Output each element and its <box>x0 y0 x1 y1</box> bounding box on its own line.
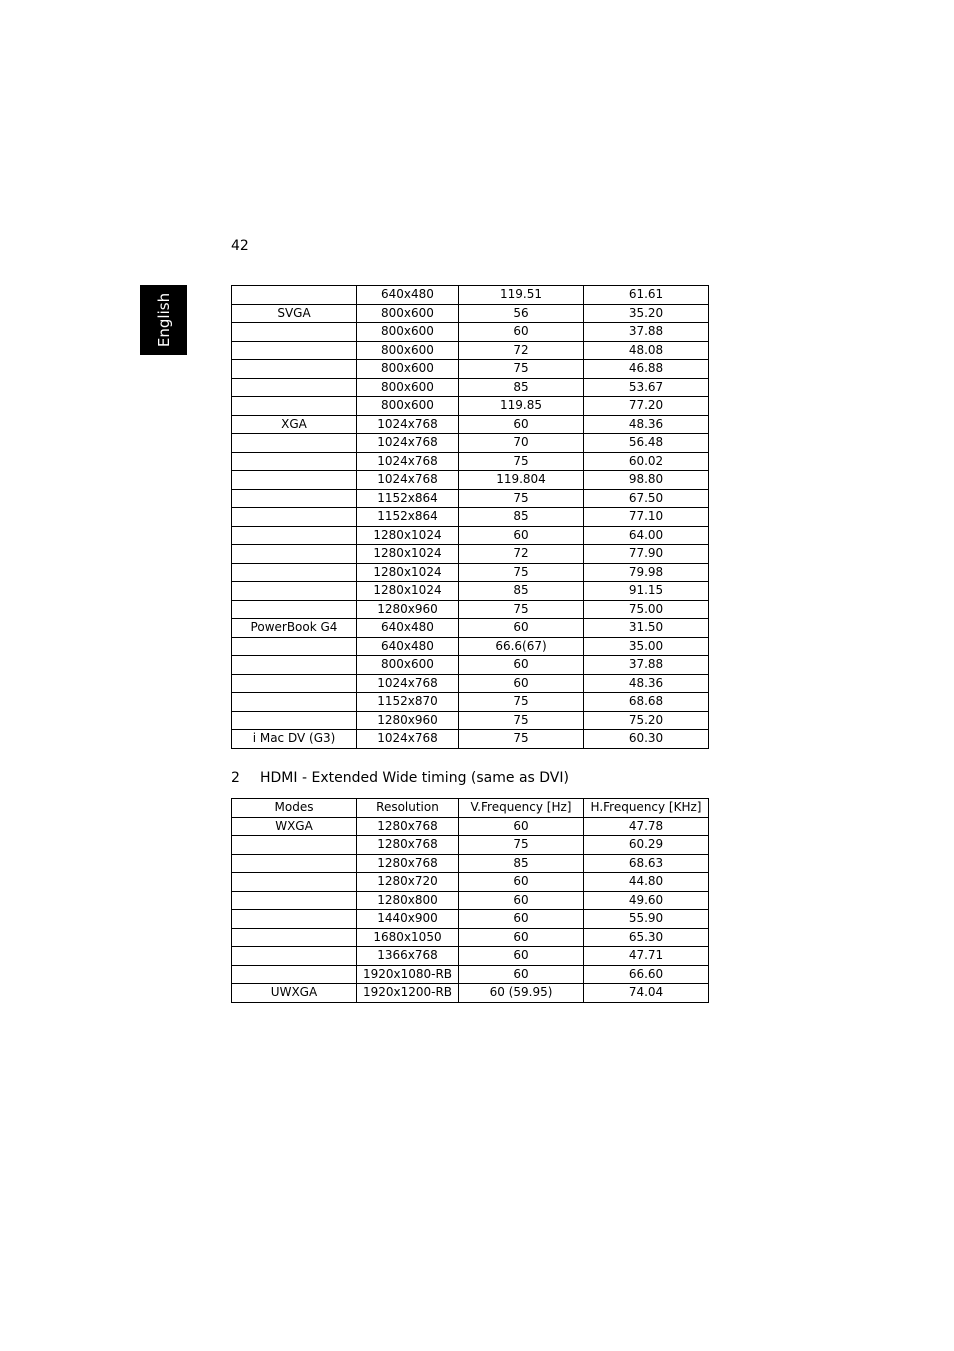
table-row <box>232 619 709 638</box>
cell-mode <box>232 526 357 545</box>
cell-resolution: 1366x768 <box>357 947 459 966</box>
table-row <box>232 286 709 305</box>
language-tab <box>140 285 187 355</box>
cell-v-frequency: 60 <box>459 873 584 892</box>
cell-h-frequency: 55.90 <box>584 910 709 929</box>
table-row <box>232 434 709 453</box>
cell-h-frequency: 48.36 <box>584 415 709 434</box>
cell-h-frequency: 60.29 <box>584 836 709 855</box>
cell-mode <box>232 378 357 397</box>
cell-v-frequency: 75 <box>459 693 584 712</box>
language-tab-label: English <box>154 292 173 348</box>
page-number: 42 <box>231 238 249 254</box>
cell-mode <box>232 854 357 873</box>
cell-h-frequency: 75.00 <box>584 600 709 619</box>
section-title: HDMI - Extended Wide timing (same as DVI) <box>260 770 569 786</box>
cell-resolution: 1024x768 <box>357 674 459 693</box>
cell-h-frequency: 98.80 <box>584 471 709 490</box>
cell-mode <box>232 656 357 675</box>
hdmi-wide-timing-table <box>231 798 709 1003</box>
cell-mode <box>232 910 357 929</box>
cell-resolution: 1280x720 <box>357 873 459 892</box>
table-row <box>232 730 709 749</box>
header-h-frequency: H.Frequency [KHz] <box>584 799 709 818</box>
cell-mode: XGA <box>232 415 357 434</box>
cell-mode: UWXGA <box>232 984 357 1003</box>
cell-h-frequency: 65.30 <box>584 928 709 947</box>
cell-resolution: 1152x870 <box>357 693 459 712</box>
cell-h-frequency: 47.71 <box>584 947 709 966</box>
table-row <box>232 928 709 947</box>
cell-v-frequency: 60 <box>459 656 584 675</box>
table-row <box>232 711 709 730</box>
cell-resolution: 1280x960 <box>357 711 459 730</box>
cell-resolution: 800x600 <box>357 341 459 360</box>
table-row <box>232 378 709 397</box>
cell-resolution: 800x600 <box>357 304 459 323</box>
table-row <box>232 693 709 712</box>
cell-resolution: 1920x1200-RB <box>357 984 459 1003</box>
table-row <box>232 452 709 471</box>
cell-h-frequency: 48.36 <box>584 674 709 693</box>
table-row <box>232 471 709 490</box>
cell-h-frequency: 37.88 <box>584 656 709 675</box>
cell-resolution: 1024x768 <box>357 434 459 453</box>
cell-v-frequency: 75 <box>459 730 584 749</box>
cell-h-frequency: 56.48 <box>584 434 709 453</box>
cell-v-frequency: 72 <box>459 545 584 564</box>
table-row <box>232 656 709 675</box>
cell-v-frequency: 85 <box>459 378 584 397</box>
cell-mode <box>232 286 357 305</box>
cell-v-frequency: 75 <box>459 360 584 379</box>
cell-h-frequency: 77.90 <box>584 545 709 564</box>
cell-resolution: 1280x960 <box>357 600 459 619</box>
cell-resolution: 1280x768 <box>357 836 459 855</box>
cell-mode <box>232 891 357 910</box>
cell-h-frequency: 47.78 <box>584 817 709 836</box>
cell-v-frequency: 119.804 <box>459 471 584 490</box>
cell-v-frequency: 72 <box>459 341 584 360</box>
cell-resolution: 1440x900 <box>357 910 459 929</box>
cell-resolution: 1280x1024 <box>357 545 459 564</box>
cell-v-frequency: 75 <box>459 489 584 508</box>
cell-h-frequency: 48.08 <box>584 341 709 360</box>
cell-h-frequency: 61.61 <box>584 286 709 305</box>
cell-resolution: 800x600 <box>357 323 459 342</box>
cell-v-frequency: 75 <box>459 452 584 471</box>
cell-mode: WXGA <box>232 817 357 836</box>
cell-resolution: 1680x1050 <box>357 928 459 947</box>
section-number: 2 <box>231 770 240 786</box>
cell-mode <box>232 323 357 342</box>
cell-v-frequency: 60 <box>459 947 584 966</box>
cell-mode <box>232 693 357 712</box>
section-heading <box>231 769 569 787</box>
cell-resolution: 640x480 <box>357 286 459 305</box>
cell-v-frequency: 60 <box>459 526 584 545</box>
table-row <box>232 984 709 1003</box>
cell-resolution: 1152x864 <box>357 489 459 508</box>
cell-resolution: 1280x768 <box>357 854 459 873</box>
table-row <box>232 836 709 855</box>
table-row <box>232 891 709 910</box>
cell-mode <box>232 637 357 656</box>
cell-h-frequency: 60.02 <box>584 452 709 471</box>
cell-v-frequency: 75 <box>459 600 584 619</box>
cell-h-frequency: 31.50 <box>584 619 709 638</box>
table-row <box>232 526 709 545</box>
cell-h-frequency: 53.67 <box>584 378 709 397</box>
cell-v-frequency: 119.85 <box>459 397 584 416</box>
cell-h-frequency: 49.60 <box>584 891 709 910</box>
cell-mode <box>232 582 357 601</box>
cell-v-frequency: 75 <box>459 711 584 730</box>
table-row <box>232 965 709 984</box>
cell-resolution: 1024x768 <box>357 452 459 471</box>
cell-mode: PowerBook G4 <box>232 619 357 638</box>
cell-v-frequency: 56 <box>459 304 584 323</box>
table-row <box>232 323 709 342</box>
cell-mode <box>232 434 357 453</box>
cell-h-frequency: 67.50 <box>584 489 709 508</box>
cell-h-frequency: 35.00 <box>584 637 709 656</box>
table-row <box>232 600 709 619</box>
table-row <box>232 873 709 892</box>
cell-resolution: 1280x1024 <box>357 563 459 582</box>
cell-v-frequency: 60 <box>459 910 584 929</box>
cell-mode <box>232 341 357 360</box>
cell-h-frequency: 37.88 <box>584 323 709 342</box>
cell-resolution: 800x600 <box>357 656 459 675</box>
cell-v-frequency: 60 <box>459 965 584 984</box>
timing-table-continued <box>231 285 709 749</box>
cell-v-frequency: 85 <box>459 508 584 527</box>
cell-h-frequency: 74.04 <box>584 984 709 1003</box>
table-row <box>232 304 709 323</box>
cell-h-frequency: 75.20 <box>584 711 709 730</box>
cell-mode <box>232 965 357 984</box>
cell-v-frequency: 66.6(67) <box>459 637 584 656</box>
header-v-frequency: V.Frequency [Hz] <box>459 799 584 818</box>
cell-resolution: 1280x1024 <box>357 526 459 545</box>
table-row <box>232 854 709 873</box>
cell-resolution: 1024x768 <box>357 471 459 490</box>
cell-resolution: 800x600 <box>357 378 459 397</box>
cell-v-frequency: 60 <box>459 323 584 342</box>
cell-mode <box>232 600 357 619</box>
table-row <box>232 910 709 929</box>
cell-v-frequency: 85 <box>459 582 584 601</box>
cell-v-frequency: 60 <box>459 415 584 434</box>
cell-h-frequency: 46.88 <box>584 360 709 379</box>
table-row <box>232 360 709 379</box>
cell-v-frequency: 85 <box>459 854 584 873</box>
cell-resolution: 1280x768 <box>357 817 459 836</box>
cell-h-frequency: 68.68 <box>584 693 709 712</box>
table-row <box>232 545 709 564</box>
cell-mode <box>232 947 357 966</box>
table-row <box>232 341 709 360</box>
table-row <box>232 947 709 966</box>
cell-h-frequency: 35.20 <box>584 304 709 323</box>
table-row <box>232 415 709 434</box>
cell-h-frequency: 64.00 <box>584 526 709 545</box>
cell-v-frequency: 60 <box>459 891 584 910</box>
cell-h-frequency: 77.10 <box>584 508 709 527</box>
cell-v-frequency: 60 <box>459 817 584 836</box>
table-row <box>232 817 709 836</box>
cell-mode <box>232 711 357 730</box>
header-resolution: Resolution <box>357 799 459 818</box>
header-modes: Modes <box>232 799 357 818</box>
table-row <box>232 582 709 601</box>
cell-resolution: 1920x1080-RB <box>357 965 459 984</box>
cell-resolution: 1024x768 <box>357 730 459 749</box>
cell-resolution: 1280x800 <box>357 891 459 910</box>
cell-mode <box>232 674 357 693</box>
timing-table-body <box>232 286 709 749</box>
cell-mode <box>232 471 357 490</box>
cell-h-frequency: 79.98 <box>584 563 709 582</box>
cell-h-frequency: 77.20 <box>584 397 709 416</box>
cell-mode <box>232 873 357 892</box>
cell-h-frequency: 68.63 <box>584 854 709 873</box>
cell-v-frequency: 60 <box>459 674 584 693</box>
cell-v-frequency: 119.51 <box>459 286 584 305</box>
cell-v-frequency: 60 <box>459 928 584 947</box>
cell-h-frequency: 44.80 <box>584 873 709 892</box>
table-header-row <box>232 799 709 818</box>
cell-resolution: 640x480 <box>357 637 459 656</box>
table-row <box>232 489 709 508</box>
table-row <box>232 674 709 693</box>
cell-resolution: 1024x768 <box>357 415 459 434</box>
cell-resolution: 800x600 <box>357 360 459 379</box>
cell-v-frequency: 70 <box>459 434 584 453</box>
table-row <box>232 637 709 656</box>
cell-mode <box>232 452 357 471</box>
cell-v-frequency: 60 (59.95) <box>459 984 584 1003</box>
table-row <box>232 397 709 416</box>
cell-mode <box>232 836 357 855</box>
cell-resolution: 800x600 <box>357 397 459 416</box>
cell-v-frequency: 75 <box>459 563 584 582</box>
cell-mode <box>232 489 357 508</box>
table-row <box>232 563 709 582</box>
cell-mode <box>232 545 357 564</box>
cell-mode <box>232 928 357 947</box>
cell-mode <box>232 563 357 582</box>
cell-mode <box>232 397 357 416</box>
cell-v-frequency: 75 <box>459 836 584 855</box>
cell-mode <box>232 360 357 379</box>
cell-resolution: 640x480 <box>357 619 459 638</box>
cell-resolution: 1152x864 <box>357 508 459 527</box>
cell-h-frequency: 91.15 <box>584 582 709 601</box>
cell-mode <box>232 508 357 527</box>
table-row <box>232 508 709 527</box>
cell-h-frequency: 66.60 <box>584 965 709 984</box>
cell-h-frequency: 60.30 <box>584 730 709 749</box>
cell-resolution: 1280x1024 <box>357 582 459 601</box>
cell-mode: i Mac DV (G3) <box>232 730 357 749</box>
hdmi-table-body <box>232 817 709 1002</box>
cell-v-frequency: 60 <box>459 619 584 638</box>
cell-mode: SVGA <box>232 304 357 323</box>
